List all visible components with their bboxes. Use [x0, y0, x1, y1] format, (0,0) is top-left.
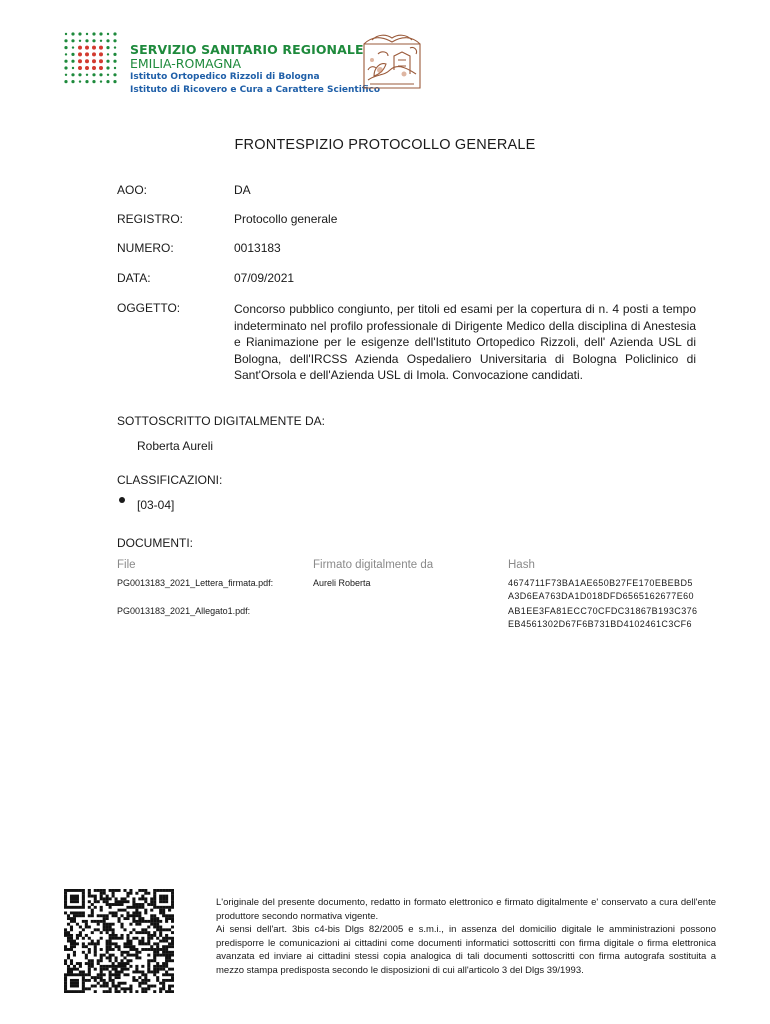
logo-dot	[85, 46, 89, 50]
logo-dot	[100, 40, 102, 42]
logo-dot	[92, 32, 95, 35]
document-hash-line1: 4674711F73BA1AE650B27FE170EBEBD5	[508, 578, 693, 588]
data-value: 07/09/2021	[234, 271, 295, 285]
logo-dot	[65, 33, 67, 35]
document-hash-line2: A3D6EA763DA1D018DFD6565162677E60	[508, 591, 694, 601]
footer-notice	[216, 896, 716, 977]
logo-dot	[114, 46, 116, 48]
logo-dot	[106, 39, 109, 42]
footer-paragraph-legal: Ai sensi dell'art. 3bis c4-bis Dlgs 82/2005 e s.m.i., in assenza del domicilio digitale le amministrazioni possono predisporre le comunicazioni ai cittadini come documenti informatici sottoscritti con firma digitale o firma elettronica avanzata ed inviare ai cittadini stessi copia analogica di tali documenti sottoscritti con firma autografa sostituita a mezzo stampa predisposta secondo le disposizioni di cui all'articolo 3 del Dlgs 39/1993.	[216, 924, 716, 976]
logo-dot	[92, 73, 95, 76]
logo-dot	[113, 39, 116, 42]
logo-dot	[106, 46, 109, 49]
logo-dot	[64, 66, 67, 69]
logo-dot	[114, 67, 116, 69]
aoo-value: DA	[234, 183, 251, 197]
logo-dot	[85, 59, 89, 63]
logo-dot	[79, 80, 81, 82]
logo-dot	[107, 53, 109, 55]
documenti-label: DOCUMENTI:	[117, 536, 193, 550]
logo-dot	[71, 80, 74, 83]
institute-emblem-icon	[360, 30, 424, 94]
footer-paragraph-original: L'originale del presente documento, redatto in formato elettronico e firmato digitalmente e' conservato a cura dell'ente produttore secondo normativa vigente.	[216, 897, 716, 922]
oggetto-label: OGGETTO:	[117, 301, 181, 315]
logo-dot	[99, 32, 102, 35]
ssr-dot-grid-logo-icon	[62, 30, 120, 86]
org-name-line2: EMILIA-ROMAGNA	[130, 56, 242, 71]
document-hash-line2: EB4561302D67F6B731BD4102461C3CF6	[508, 619, 692, 629]
document-title: FRONTESPIZIO PROTOCOLLO GENERALE	[234, 137, 536, 153]
organization-name-block	[130, 43, 380, 97]
logo-dot	[85, 39, 88, 42]
document-file-name: PG0013183_2021_Lettera_firmata.pdf:	[117, 578, 274, 588]
logo-dot	[99, 52, 103, 56]
institute-description: Istituto di Ricovero e Cura a Carattere Scientifico	[130, 85, 381, 95]
logo-dot	[78, 32, 81, 35]
logo-dot	[113, 53, 116, 56]
numero-value: 0013183	[234, 241, 281, 255]
logo-dot	[72, 67, 74, 69]
logo-dot	[107, 74, 109, 76]
logo-dot	[85, 80, 88, 83]
logo-dot	[65, 53, 67, 55]
logo-dot	[99, 59, 103, 63]
logo-dot	[85, 66, 89, 70]
logo-dot	[71, 32, 74, 35]
document-signed-by: Aureli Roberta	[313, 578, 371, 588]
logo-dot	[71, 60, 74, 63]
logo-dot	[86, 74, 88, 76]
logo-dot	[113, 60, 116, 63]
org-name-line1: SERVIZIO SANITARIO REGIONALE	[130, 42, 364, 57]
logo-dot	[79, 40, 81, 42]
column-header-signed-by: Firmato digitalmente da	[313, 559, 434, 571]
document-file-name: PG0013183_2021_Allegato1.pdf:	[117, 606, 251, 616]
logo-dot	[86, 33, 88, 35]
logo-dot	[92, 80, 95, 83]
logo-dot	[64, 39, 67, 42]
logo-dot	[113, 80, 116, 83]
data-label: DATA:	[117, 271, 151, 285]
logo-dot	[64, 80, 67, 83]
aoo-label: AOO:	[117, 183, 148, 197]
logo-dot	[106, 80, 109, 83]
logo-dot	[64, 60, 67, 63]
registro-label: REGISTRO:	[117, 212, 184, 226]
logo-dot	[64, 46, 67, 49]
document-hash-line1: AB1EE3FA81ECC70CFDC31867B193C376	[508, 606, 698, 616]
logo-dot	[78, 66, 82, 70]
logo-dot	[99, 73, 102, 76]
logo-dot	[71, 53, 74, 56]
qr-code-icon	[64, 889, 174, 993]
logo-dot	[71, 73, 74, 76]
column-header-hash: Hash	[508, 559, 535, 571]
logo-dot	[85, 52, 89, 56]
logo-dot	[106, 66, 109, 69]
logo-dot	[107, 33, 109, 35]
column-header-file: File	[117, 559, 136, 571]
sottoscritto-label: SOTTOSCRITTO DIGITALMENTE DA:	[117, 414, 326, 428]
logo-dot	[92, 52, 96, 56]
logo-dot	[78, 73, 81, 76]
signer-name: Roberta Aureli	[137, 439, 214, 453]
logo-dot	[99, 46, 103, 50]
classification-item: [03-04]	[137, 498, 175, 512]
logo-dot	[78, 52, 82, 56]
classificazioni-label: CLASSIFICAZIONI:	[117, 473, 223, 487]
logo-dot	[92, 66, 96, 70]
logo-dot	[92, 39, 95, 42]
logo-dot	[113, 73, 116, 76]
numero-label: NUMERO:	[117, 241, 174, 255]
logo-dot	[65, 74, 67, 76]
logo-dot	[100, 80, 102, 82]
bullet-icon	[119, 497, 125, 503]
logo-dot	[78, 59, 82, 63]
registro-value: Protocollo generale	[234, 212, 338, 226]
logo-dot	[78, 46, 82, 50]
logo-dot	[92, 59, 96, 63]
logo-dot	[72, 46, 74, 48]
logo-dot	[71, 39, 74, 42]
logo-dot	[106, 60, 109, 63]
logo-dot	[99, 66, 103, 70]
oggetto-value: Concorso pubblico congiunto, per titoli ed esami per la copertura di n. 4 posti a tempo indeterminato nel profilo professionale di Dirigente Medico della disciplina di Anestesia e Rianimazione per le esigenze dell'Istituto Ortopedico Rizzoli, dell' Azienda USL di Bologna, dell'IRCSS Azienda Ospedaliero Universitaria di Bologna Policlinico di Sant'Orsola e dell'Azienda USL di Imola. Convocazione candidati.	[234, 302, 696, 382]
institute-name: Istituto Ortopedico Rizzoli di Bologna	[130, 72, 320, 82]
logo-dot	[92, 46, 96, 50]
logo-dot	[113, 32, 116, 35]
